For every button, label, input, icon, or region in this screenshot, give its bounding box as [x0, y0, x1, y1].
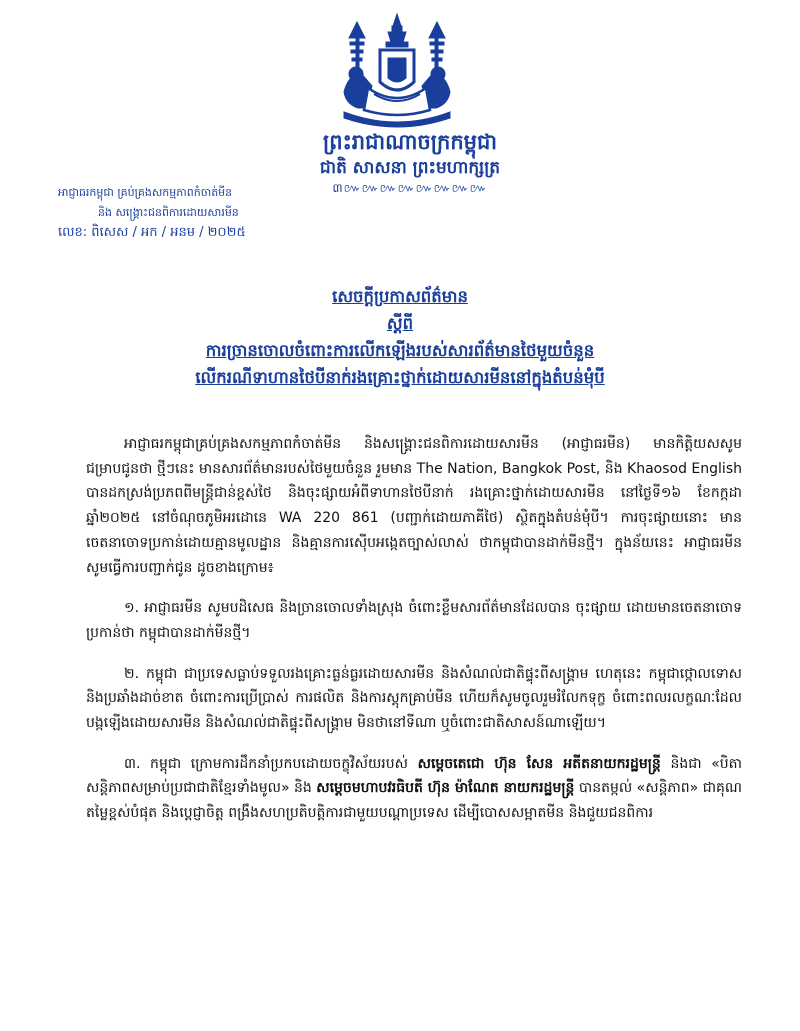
point-3-bold-2: សម្តេចមហាបវរធិបតី ហ៊ុន ម៉ាណែត នាយករដ្ឋមន្ត្រី: [316, 780, 575, 797]
title-line-1: សេចក្ដីប្រកាសព័ត៌មាន: [332, 287, 468, 306]
national-motto: ជាតិ សាសនា ព្រះមហាក្សត្រ: [319, 158, 501, 178]
point-2: ២. កម្ពុជា ជាប្រទេសធ្លាប់ទទួលរងគ្រោះធ្ងន់ធ្ងរដោយសារមីន និងសំណល់ជាតិផ្ទុះពីសង្គ្រាម ហេតុនេះ កម្ពុជាថ្កោលទោស និងប្រឆាំងដាច់ខាត ចំពោះការប្រើប្រាស់ ការផលិត និងការស្តុកគ្រាប់មីន ហើយក៏សូមចូលរួមរំលែកទុក្ខ ចំពោះពលរលក្ខណៈដែលបង្កឡើងដោយសារមីន និងសំណល់ជាតិផ្ទុះពីសង្គ្រាម មិនថានៅទីណា ឬចំពោះជាតិសាសន៍ណាឡើយ។: [86, 665, 742, 732]
point-3: [86, 752, 742, 826]
point-3-bold-1: សម្តេចតេជោ ហ៊ុន សែន អតីតនាយករដ្ឋមន្ត្រី: [417, 755, 661, 772]
royal-emblem: [322, 12, 472, 130]
press-release-title: [100, 283, 700, 391]
kingdom-motto: [290, 128, 530, 196]
point-3-mid-2: បានតម្កល់ «សន្តិភាព» ជាគុណតម្លៃខ្ពស់បំផុត និងប្តេជ្ញាចិត្ត: [86, 780, 743, 822]
authority-line-2: និង សង្គ្រោះជនពិការដោយសារមីន: [98, 206, 239, 219]
point-3-tail: ពង្រឹងសហប្រតិបត្តិការជាមួយបណ្តាប្រទេស ដើម្បីបោសសម្អាតមីន និងជួយជនពិការ: [228, 805, 654, 822]
point-1: ១. អាជ្ញាធរមីន សូមបដិសេធ និងច្រានចោលទាំងស្រុង ចំពោះខ្លឹមសារព័ត៌មានដែលបាន ចុះផ្សាយ ដោយមានចេតនាចោទប្រកាន់ថា កម្ពុជាបានដាក់មីនថ្មី។: [86, 600, 742, 641]
intro-paragraph: អាជ្ញាធរកម្ពុជាគ្រប់គ្រងសកម្មភាពកំចាត់មីន និងសង្គ្រោះជនពិការដោយសារមីន (អាជ្ញាធរមីន) មានកិត្តិយសសូមជម្រាបជូនថា ថ្មីៗនេះ មានសារព័ត៌មានរបស់ថៃមួយចំនួន រួមមាន The Nation, Bangkok Post, និង Khaosod English បានដកស្រង់ប្រភពពីមន្ត្រីជាន់ខ្ពស់ថៃ និងចុះផ្សាយអំពីទាហានថៃបីនាក់ រងគ្រោះថ្នាក់ដោយសារមីន នៅថ្ងៃទី១៦ ខែកក្កដា ឆ្នាំ២០២៥ នៅចំណុចភូមិអរដោនេ WA 220 861 (បញ្ជាក់ដោយភាគីថៃ) ស្ថិតក្នុងតំបន់មុំបី។ ការចុះផ្សាយនោះ មានចេតនាចោទប្រកាន់ដោយគ្មានមូលដ្ឋាន និងគ្មានការស៊ើបអង្កេតច្បាស់លាស់ ថាកម្ពុជាបានដាក់មីនថ្មី។ ក្នុងន័យនេះ អាជ្ញាធរមីន សូមធ្វើការបញ្ជាក់ជូន ដូចខាងក្រោម៖: [86, 436, 742, 576]
title-line-2: ស្ដីពី: [386, 314, 414, 333]
kingdom-name: ព្រះរាជាណាចក្រកម្ពុជា: [322, 130, 497, 154]
point-3-mid-1: និងជា «បិតាសន្តិភាពសម្រាប់ប្រជាជាតិខ្មែរទាំងមូល» និង: [86, 755, 742, 797]
press-release-body: [86, 432, 742, 826]
title-line-4: លើករណីទាហានថៃបីនាក់រងគ្រោះថ្នាក់ដោយសារមីននៅក្នុងតំបន់មុំបី: [195, 368, 605, 387]
point-3-start: ៣. កម្ពុជា ក្រោមការដឹកនាំប្រកបដោយចក្ខុវិស័យរបស់: [124, 755, 408, 772]
title-line-3: ការច្រានចោលចំពោះការលើកឡើងរបស់សារព័ត៌មានថៃមួយចំនួន: [205, 341, 595, 360]
issuing-authority: [58, 183, 308, 243]
bottom-fade: [0, 985, 800, 1031]
authority-line-1: អាជ្ញាធរកម្ពុជា គ្រប់គ្រងសកម្មភាពកំចាត់មីន: [58, 186, 233, 199]
ornament-divider: ៣៚៚៚៚៚៚៚៚: [332, 181, 488, 195]
reference-number: លេខ: ពិសេស / អក / អនម / ២០២៥: [58, 225, 246, 240]
